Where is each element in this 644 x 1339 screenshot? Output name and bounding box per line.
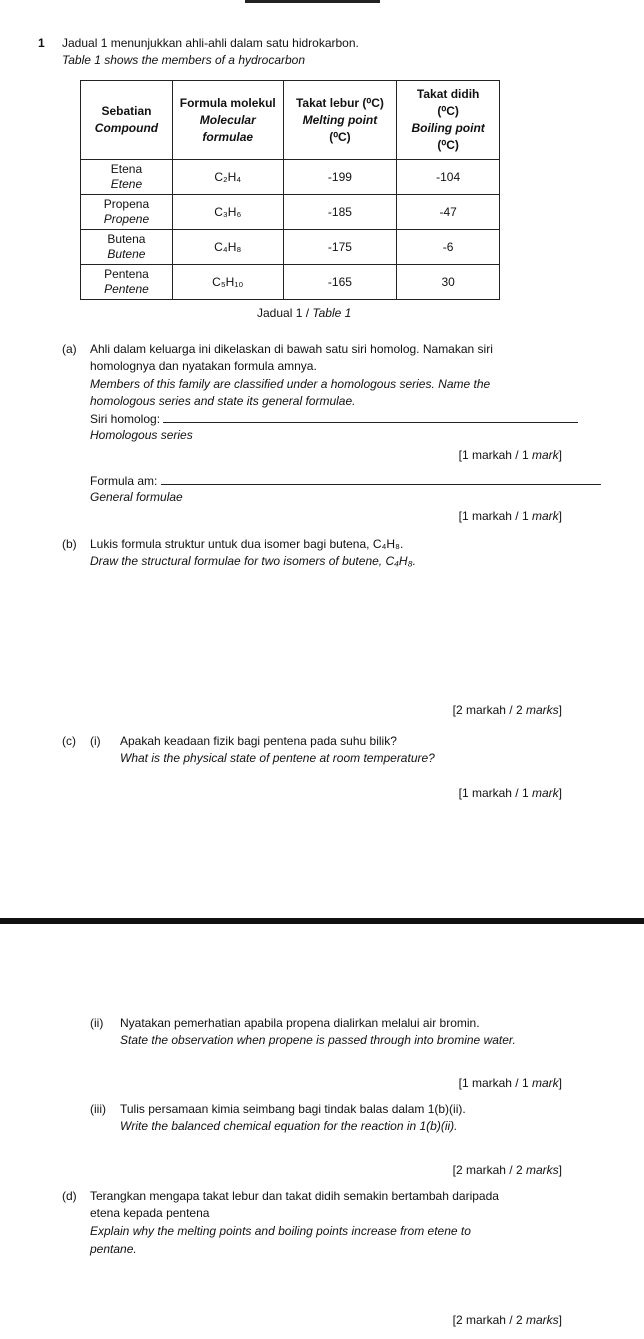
- melting-point-cell: -165: [283, 265, 397, 300]
- qc-ii-label: (ii): [90, 1016, 104, 1030]
- formula-cell: C₄H₈: [172, 230, 283, 265]
- qc-ii-english: State the observation when propene is passed through into bromine water.: [120, 1033, 516, 1047]
- homologous-series-label-english: Homologous series: [90, 428, 193, 442]
- qc-ii-mark: [1 markah / 1 mark]: [458, 1076, 562, 1090]
- qd-mark: [2 markah / 2 marks]: [452, 1313, 562, 1327]
- table-header-row: [81, 81, 500, 160]
- qc-i-malay: Apakah keadaan fizik bagi pentena pada suhu bilik?: [120, 734, 397, 748]
- qb-malay: Lukis formula struktur untuk dua isomer bagi butena, C₄H₈.: [90, 537, 404, 551]
- qa-mark-2: [1 markah / 1 mark]: [458, 509, 562, 523]
- qd-english-2: pentane.: [90, 1242, 137, 1256]
- boiling-point-cell: -47: [397, 195, 500, 230]
- melting-point-cell: -199: [283, 160, 397, 195]
- header-boiling-point: Takat didih (⁰C) Boiling point (⁰C): [397, 81, 500, 160]
- qb-label: (b): [62, 537, 77, 551]
- homologous-series-field: Siri homolog:: [90, 412, 578, 426]
- qd-malay-1: Terangkan mengapa takat lebur dan takat didih semakin bertambah daripada: [90, 1189, 499, 1203]
- qa-malay-1: Ahli dalam keluarga ini dikelaskan di bawah satu siri homolog. Namakan siri: [90, 342, 493, 356]
- qa-english-2: homologous series and state its general formulae.: [90, 394, 356, 408]
- hydrocarbon-table: [80, 80, 500, 300]
- compound-cell: Etena Etene: [81, 160, 173, 195]
- table-row: [81, 160, 500, 195]
- qa-malay-2: homolognya dan nyatakan formula amnya.: [90, 359, 317, 373]
- qc-iii-mark: [2 markah / 2 marks]: [452, 1163, 562, 1177]
- table-row: [81, 265, 500, 300]
- intro-english: Table 1 shows the members of a hydrocarbon: [62, 53, 306, 67]
- qd-label: (d): [62, 1189, 77, 1203]
- intro-malay: Jadual 1 menunjukkan ahli-ahli dalam satu hidrokarbon.: [62, 36, 359, 50]
- melting-point-cell: -185: [283, 195, 397, 230]
- qb-mark: [2 markah / 2 marks]: [452, 703, 562, 717]
- answer-line[interactable]: [163, 412, 578, 423]
- formula-cell: C₂H₄: [172, 160, 283, 195]
- qd-english-1: Explain why the melting points and boiling points increase from etene to: [90, 1224, 471, 1238]
- qc-label: (c): [62, 734, 76, 748]
- general-formula-field: Formula am:: [90, 474, 601, 488]
- qc-iii-english: Write the balanced chemical equation for the reaction in 1(b)(ii).: [120, 1119, 458, 1133]
- compound-cell: Propena Propene: [81, 195, 173, 230]
- top-rule: [245, 0, 380, 3]
- qb-answer-space[interactable]: [90, 575, 560, 695]
- boiling-point-cell: 30: [397, 265, 500, 300]
- boiling-point-cell: -6: [397, 230, 500, 265]
- formula-cell: C₅H₁₀: [172, 265, 283, 300]
- qc-i-english: What is the physical state of pentene at room temperature?: [120, 751, 435, 765]
- table-row: [81, 230, 500, 265]
- boiling-point-cell: -104: [397, 160, 500, 195]
- qb-english: Draw the structural formulae for two isomers of butene, C₄H₈.: [90, 554, 416, 568]
- compound-cell: Pentena Pentene: [81, 265, 173, 300]
- qa-mark-1: [1 markah / 1 mark]: [458, 448, 562, 462]
- question-number: 1: [38, 36, 45, 50]
- header-compound: Sebatian Compound: [81, 81, 173, 160]
- qa-english-1: Members of this family are classified under a homologous series. Name the: [90, 377, 491, 391]
- melting-point-cell: -175: [283, 230, 397, 265]
- table-caption: Jadual 1 / Table 1: [257, 306, 352, 320]
- general-formula-label-english: General formulae: [90, 490, 183, 504]
- qc-iii-label: (iii): [90, 1102, 106, 1116]
- qa-label: (a): [62, 342, 77, 356]
- table-row: [81, 195, 500, 230]
- page-break-rule: [0, 918, 644, 924]
- answer-line[interactable]: [161, 474, 601, 485]
- qc-i-label: (i): [90, 734, 101, 748]
- header-formula: Formula molekul Molecular formulae: [172, 81, 283, 160]
- qc-iii-malay: Tulis persamaan kimia seimbang bagi tindak balas dalam 1(b)(ii).: [120, 1102, 466, 1116]
- qd-malay-2: etena kepada pentena: [90, 1206, 210, 1220]
- header-melting-point: Takat lebur (⁰C) Melting point (⁰C): [283, 81, 397, 160]
- formula-cell: C₃H₆: [172, 195, 283, 230]
- qc-i-mark: [1 markah / 1 mark]: [458, 786, 562, 800]
- compound-cell: Butena Butene: [81, 230, 173, 265]
- qc-ii-malay: Nyatakan pemerhatian apabila propena dialirkan melalui air bromin.: [120, 1016, 480, 1030]
